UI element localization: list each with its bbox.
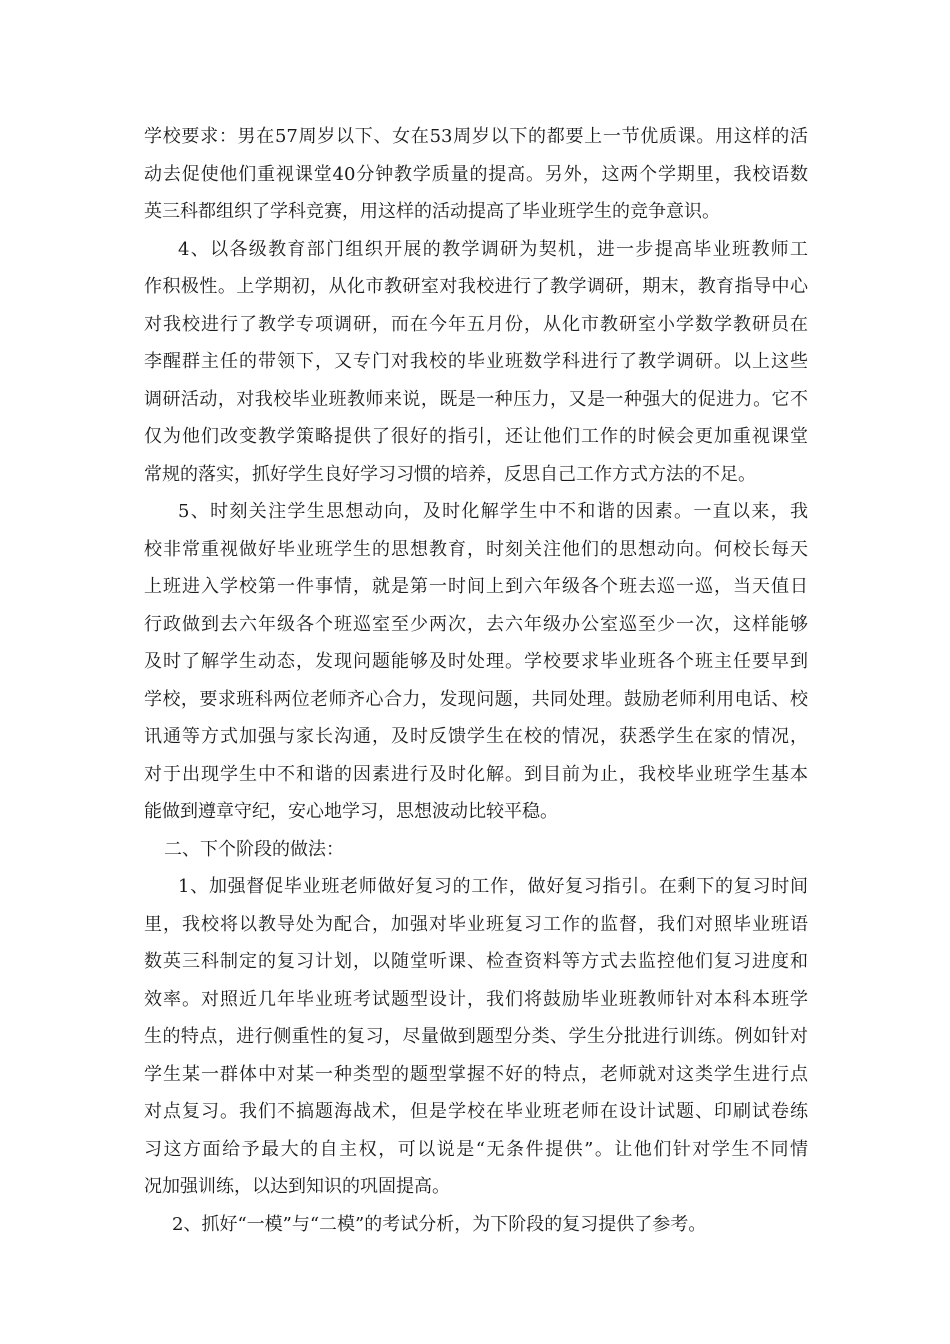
text-line: 况加强训练，以达到知识的巩固提高。: [144, 1176, 450, 1197]
text-line: 习这方面给予最大的自主权，可以说是“无条件提供”。让他们针对学生不同情: [144, 1138, 808, 1160]
text-line: 行政做到去六年级各个班巡室至少两次，去六年级办公室巡至少一次，这样能够: [144, 613, 808, 635]
text-line: 调研活动，对我校毕业班教师来说，既是一种压力，又是一种强大的促进力。它不: [144, 388, 808, 410]
paragraph-start-line: 5、时刻关注学生思想动向，及时化解学生中不和谐的因素。一直以来，我: [178, 501, 808, 522]
text-line: 英三科都组织了学科竞赛，用这样的活动提高了毕业班学生的竞争意识。: [144, 201, 720, 222]
text-line: 效率。对照近几年毕业班考试题型设计，我们将鼓励毕业班教师针对本科本班学: [144, 988, 808, 1010]
paragraph-start-line: 2、抓好“一模”与“二模”的考试分析，为下阶段的复习提供了参考。: [172, 1213, 707, 1235]
text-line: 仅为他们改变教学策略提供了很好的指引，还让他们工作的时候会更加重视课堂: [144, 426, 808, 447]
text-line: 对于出现学生中不和谐的因素进行及时化解。到目前为止，我校毕业班学生基本: [144, 763, 808, 785]
text-line: 李醒群主任的带领下，又专门对我校的毕业班数学科进行了教学调研。以上这些: [144, 351, 808, 372]
text-line: 讯通等方式加强与家长沟通，及时反馈学生在校的情况，获悉学生在家的情况，: [144, 726, 808, 747]
text-line: 及时了解学生动态，发现问题能够及时处理。学校要求毕业班各个班主任要早到: [144, 651, 808, 672]
paragraph-start-line: 4、以各级教育部门组织开展的教学调研为契机，进一步提高毕业班教师工: [178, 238, 808, 260]
text-line: 能做到遵章守纪，安心地学习，思想波动比较平稳。: [144, 801, 558, 822]
section-heading: 二、下个阶段的做法：: [164, 838, 344, 860]
text-line: 校非常重视做好毕业班学生的思想教育，时刻关注他们的思想动向。何校长每天: [144, 538, 808, 560]
text-line: 作积极性。上学期初，从化市教研室对我校进行了教学调研，期末，教育指导中心: [144, 276, 808, 297]
text-line: 对我校进行了教学专项调研，而在今年五月份，从化市教研室小学数学教研员在: [144, 313, 808, 335]
text-line: 对点复习。我们不搞题海战术，但是学校在毕业班老师在设计试题、印刷试卷练: [144, 1101, 808, 1122]
text-line: 动去促使他们重视课堂40分钟教学质量的提高。另外，这两个学期里，我校语数: [144, 163, 808, 185]
text-line: 学校要求：男在57周岁以下、女在53周岁以下的都要上一节优质课。用这样的活: [144, 126, 808, 147]
text-line: 数英三科制定的复习计划，以随堂听课、检查资料等方式去监控他们复习进度和: [144, 951, 808, 972]
document-page: [144, 118, 808, 1243]
text-line: 学校，要求班科两位老师齐心合力，发现问题，共同处理。鼓励老师利用电话、校: [144, 688, 808, 710]
text-line: 生的特点，进行侧重性的复习，尽量做到题型分类、学生分批进行训练。例如针对: [144, 1026, 808, 1047]
text-line: 常规的落实，抓好学生良好学习习惯的培养，反思自己工作方式方法的不足。: [144, 463, 756, 485]
text-line: 学生某一群体中对某一种类型的题型掌握不好的特点，老师就对这类学生进行点: [144, 1063, 808, 1085]
text-line: 上班进入学校第一件事情，就是第一时间上到六年级各个班去巡一巡，当天值日: [144, 576, 808, 597]
paragraph-start-line: 1、加强督促毕业班老师做好复习的工作，做好复习指引。在剩下的复习时间: [178, 876, 808, 897]
text-line: 里，我校将以教导处为配合，加强对毕业班复习工作的监督，我们对照毕业班语: [144, 913, 808, 935]
